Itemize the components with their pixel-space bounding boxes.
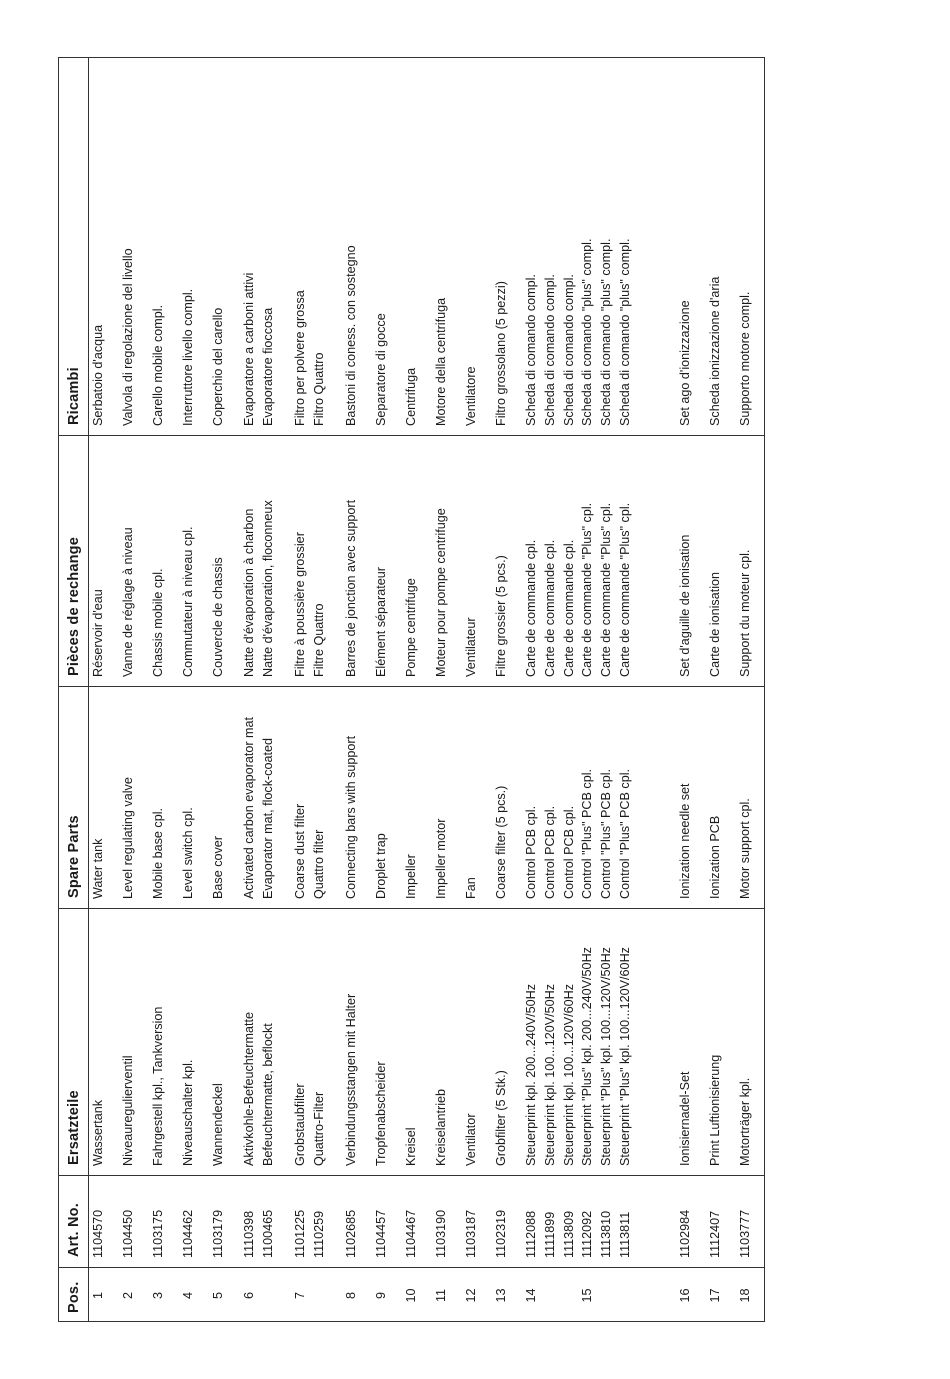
cell-line: Ventilateur (464, 617, 478, 677)
cell-line: Motor support cpl. (738, 798, 752, 899)
ricambi-cell (522, 58, 579, 435)
art-no-cell (432, 1176, 451, 1267)
pieces-cell (578, 436, 635, 686)
cell-line: Control PCB cpl. (543, 805, 557, 899)
cell-line: 6 (242, 1292, 256, 1300)
ersatzteile-cell (578, 909, 635, 1175)
cell-line: Motore della centrifuga (434, 297, 448, 426)
ricambi-cell (372, 58, 391, 435)
spare-parts-cell (89, 687, 108, 908)
cell-line: Coarse dust filter (293, 803, 307, 899)
pieces-cell (119, 436, 138, 686)
ersatzteile-cell (291, 909, 329, 1175)
pos-cell (179, 1268, 198, 1322)
cell-line: 1104467 (404, 1209, 418, 1258)
pieces-cell (89, 436, 108, 686)
art-no-cell (342, 1176, 361, 1267)
cell-line: Moteur pour pompe centrifuge (434, 508, 448, 677)
cell-line: Carte de ionisation (708, 571, 722, 677)
cell-line: 1103179 (211, 1209, 225, 1258)
art-no-cell (578, 1176, 635, 1267)
pos-cell (462, 1268, 481, 1322)
cell-line: 1112407 (708, 1210, 722, 1258)
spare-parts-header: Spare Parts (59, 687, 89, 908)
cell-line: Evaporatore a carboni attivi (242, 272, 256, 426)
cell-line: 1113809 (562, 1210, 576, 1258)
cell-line: 13 (494, 1288, 508, 1303)
cell-line: Carello mobile compl. (151, 304, 165, 426)
pieces-cell (462, 436, 481, 686)
cell-line: Ionization PCB (708, 815, 722, 899)
cell-line: Activated carbon evaporator mat (242, 716, 256, 899)
ricambi-cell (492, 58, 511, 435)
cell-line: 1104450 (121, 1209, 135, 1258)
spare-parts-cell (522, 687, 579, 908)
cell-line: Natte d'évaporation à charbon (242, 508, 256, 677)
cell-line: 1102685 (344, 1209, 358, 1258)
cell-line: Grobstaubfilter (293, 1083, 307, 1166)
ricambi-cell (462, 58, 481, 435)
cell-line: Wannendeckel (211, 1083, 225, 1166)
cell-line: Niveauregulierventil (121, 1055, 135, 1166)
cell-line: 1111899 (543, 1211, 557, 1258)
art-no-cell (240, 1176, 278, 1267)
cell-line: Steuerprint "Plus" kpl. 200...240V/50Hz (580, 947, 594, 1166)
cell-line: 12 (464, 1288, 478, 1303)
ersatzteile-cell (462, 909, 481, 1175)
cell-line: 1110398 (242, 1210, 256, 1258)
spare-parts-cell (402, 687, 421, 908)
pieces-header: Pièces de rechange (59, 436, 89, 686)
cell-line: Barres de jonction avec support (344, 499, 358, 677)
ricambi-column (59, 58, 765, 435)
pos-cell (149, 1268, 168, 1322)
spare-parts-cell (372, 687, 391, 908)
ricambi-cell (240, 58, 278, 435)
pieces-cell (291, 436, 329, 686)
cell-line: Carte de commande cpl. (562, 539, 576, 677)
ricambi-cell (119, 58, 138, 435)
cell-line: Set d'aguille de ionisation (678, 534, 692, 677)
cell-line: Filtro per polvere grossa (293, 290, 307, 426)
cell-line: 1112092 (580, 1210, 594, 1258)
cell-line: Quattro filter (312, 829, 326, 899)
spare-parts-cell (119, 687, 138, 908)
ersatzteile-cell (240, 909, 278, 1175)
cell-line: Scheda di comando "plus" compl. (618, 238, 632, 426)
pos-cell (676, 1268, 695, 1322)
spare-parts-cell (209, 687, 228, 908)
cell-line: 1104457 (374, 1209, 388, 1258)
cell-line: Connecting bars with support (344, 735, 358, 899)
cell-line: 15 (580, 1288, 594, 1303)
pieces-cell (149, 436, 168, 686)
cell-line: Carte de commande "Plus" cpl. (618, 502, 632, 677)
ricambi-cell (179, 58, 198, 435)
pieces-cell (522, 436, 579, 686)
cell-line: 5 (211, 1292, 225, 1300)
cell-line: Ventilatore (464, 366, 478, 426)
cell-line: Control PCB cpl. (524, 805, 538, 899)
cell-line: Chassis mobile cpl. (151, 568, 165, 677)
art-no-cell (291, 1176, 329, 1267)
pieces-cell (402, 436, 421, 686)
art-no-cell (209, 1176, 228, 1267)
cell-line: Control "Plus" PCB cpl. (580, 768, 594, 899)
cell-line: Commutateur à niveau cpl. (181, 526, 195, 677)
cell-line: Scheda di comando compl. (524, 274, 538, 426)
ricambi-cell (89, 58, 108, 435)
pos-cell (89, 1268, 108, 1322)
spare-parts-cell (240, 687, 278, 908)
ersatzteile-cell (676, 909, 695, 1175)
cell-line: Vanne de réglage à niveau (121, 527, 135, 677)
cell-line: Verbindungsstangen mit Halter (344, 993, 358, 1166)
cell-line: Evaporatore fioccosa (261, 307, 275, 426)
cell-line: 18 (738, 1288, 752, 1303)
cell-line: Bastoni di coness. con sostegno (344, 245, 358, 426)
cell-line: Separatore di gocce (374, 313, 388, 426)
cell-line: Base cover (211, 836, 225, 899)
art-no-header: Art. No. (59, 1176, 89, 1267)
spare-parts-cell (179, 687, 198, 908)
ersatzteile-cell (706, 909, 725, 1175)
ersatzteile-cell (209, 909, 228, 1175)
pos-cell (119, 1268, 138, 1322)
ersatzteile-cell (432, 909, 451, 1175)
art-no-cell (462, 1176, 481, 1267)
cell-line: Impeller motor (434, 818, 448, 899)
ricambi-cell (676, 58, 695, 435)
art-no-cell (676, 1176, 695, 1267)
cell-line: Scheda di comando compl. (562, 274, 576, 426)
cell-line: Natte d'évaporation, floconneux (261, 500, 275, 677)
spare-parts-cell (492, 687, 511, 908)
pos-cell (402, 1268, 421, 1322)
pieces-cell (736, 436, 755, 686)
cell-line: Coarse filter (5 pcs.) (494, 785, 508, 899)
cell-line: 1100465 (261, 1209, 275, 1258)
cell-line: 14 (524, 1288, 538, 1303)
ersatzteile-header: Ersatzteile (59, 909, 89, 1175)
pos-cell (492, 1268, 511, 1322)
ersatzteile-cell (372, 909, 391, 1175)
cell-line: 1 (91, 1292, 105, 1300)
cell-line: Water tank (91, 838, 105, 899)
pos-cell (432, 1268, 451, 1322)
cell-line: Steuerprint "Plus" kpl. 100...120V/50Hz (599, 947, 613, 1166)
ersatzteile-cell (522, 909, 579, 1175)
cell-line: Scheda di comando "plus" compl. (580, 238, 594, 426)
ricambi-cell (402, 58, 421, 435)
cell-line: Evaporator mat, flock-coated (261, 738, 275, 899)
cell-line: 1102319 (494, 1209, 508, 1258)
spare-parts-cell (342, 687, 361, 908)
ricambi-cell (736, 58, 755, 435)
spare-parts-cell (149, 687, 168, 908)
pieces-cell (432, 436, 451, 686)
pieces-cell (342, 436, 361, 686)
spare-parts-cell (578, 687, 635, 908)
cell-line: Réservoir d'eau (91, 589, 105, 677)
pos-cell (736, 1268, 755, 1322)
spare-parts-cell (462, 687, 481, 908)
cell-line: 1103777 (738, 1209, 752, 1258)
cell-line: Interruttore livello compl. (181, 288, 195, 426)
art-no-cell (89, 1176, 108, 1267)
pos-cell (522, 1268, 541, 1322)
cell-line: Impeller (404, 854, 418, 899)
cell-line: Grobfilter (5 Stk.) (494, 1070, 508, 1166)
cell-line: Carte de commande "Plus" cpl. (580, 502, 594, 677)
cell-line: Wassertank (91, 1099, 105, 1166)
cell-line: Filtre Quattro (312, 603, 326, 677)
pieces-cell (209, 436, 228, 686)
cell-line: 1113811 (618, 1211, 632, 1258)
cell-line: 11 (434, 1288, 448, 1303)
art-no-column (59, 1175, 765, 1267)
cell-line: Valvola di regolazione del livello (121, 248, 135, 426)
cell-line: Fahrgestell kpl., Tankversion (151, 1006, 165, 1166)
art-no-cell (736, 1176, 755, 1267)
ricambi-cell (209, 58, 228, 435)
cell-line: Level regulating valve (121, 777, 135, 899)
ricambi-header: Ricambi (59, 58, 89, 435)
cell-line: Mobile base cpl. (151, 807, 165, 899)
cell-line: 10 (404, 1288, 418, 1303)
cell-line: Filtro grossolano (5 pezzi) (494, 281, 508, 426)
pieces-cell (676, 436, 695, 686)
cell-line: Control PCB cpl. (562, 805, 576, 899)
cell-line: Motorträger kpl. (738, 1077, 752, 1166)
cell-line: Scheda ionizzazione d'aria (708, 276, 722, 426)
cell-line: Supporto motore compl. (738, 291, 752, 426)
ricambi-cell (706, 58, 725, 435)
cell-line: Scheda di comando compl. (543, 274, 557, 426)
ersatzteile-cell (492, 909, 511, 1175)
spare-parts-cell (706, 687, 725, 908)
cell-line: Ionization needle set (678, 783, 692, 899)
art-no-cell (706, 1176, 725, 1267)
cell-line: Print Luftionisierung (708, 1054, 722, 1166)
art-no-cell (149, 1176, 168, 1267)
cell-line: Tropfenabscheider (374, 1061, 388, 1166)
art-no-cell (119, 1176, 138, 1267)
ersatzteile-cell (402, 909, 421, 1175)
pos-cell (240, 1268, 259, 1322)
ersatzteile-cell (119, 909, 138, 1175)
art-no-cell (372, 1176, 391, 1267)
cell-line: Ionisiernadel-Set (678, 1071, 692, 1166)
cell-line: Kreisel (404, 1127, 418, 1166)
pieces-cell (706, 436, 725, 686)
cell-line: Befeuchtermatte, beflockt (261, 1023, 275, 1166)
spare-parts-column (59, 686, 765, 908)
cell-line: Filtre à poussière grossier (293, 532, 307, 677)
pos-cell (209, 1268, 228, 1322)
cell-line: 7 (293, 1292, 307, 1300)
cell-line: 8 (344, 1292, 358, 1300)
cell-line: Steuerprint kpl. 200...240V/50Hz (524, 983, 538, 1166)
cell-line: 1103175 (151, 1209, 165, 1258)
cell-line: Ventilator (464, 1113, 478, 1166)
cell-line: Carte de commande cpl. (543, 539, 557, 677)
cell-line: 1110259 (312, 1210, 326, 1258)
ersatzteile-cell (89, 909, 108, 1175)
art-no-cell (492, 1176, 511, 1267)
cell-line: Coperchio del carello (211, 307, 225, 426)
ricambi-cell (149, 58, 168, 435)
pos-cell (372, 1268, 391, 1322)
cell-line: Steuerprint kpl. 100...120V/60Hz (562, 983, 576, 1166)
cell-line: Level switch cpl. (181, 807, 195, 899)
cell-line: Steuerprint kpl. 100...120V/50Hz (543, 983, 557, 1166)
spare-parts-table-frame (58, 57, 765, 1322)
pos-cell (291, 1268, 310, 1322)
art-no-cell (402, 1176, 421, 1267)
pos-header: Pos. (59, 1268, 89, 1322)
cell-line: 1104462 (181, 1209, 195, 1258)
pos-cell (342, 1268, 361, 1322)
spare-parts-cell (736, 687, 755, 908)
ersatzteile-cell (179, 909, 198, 1175)
pieces-cell (240, 436, 278, 686)
ricambi-cell (578, 58, 635, 435)
cell-line: Droplet trap (374, 833, 388, 899)
ersatzteile-cell (149, 909, 168, 1175)
ersatzteile-column (59, 908, 765, 1175)
cell-line: 1103190 (434, 1209, 448, 1258)
cell-line: Fan (464, 877, 478, 899)
cell-line: 9 (374, 1292, 388, 1300)
cell-line: 1102984 (678, 1209, 692, 1258)
cell-line: Scheda di comando "plus" compl. (599, 238, 613, 426)
ersatzteile-cell (736, 909, 755, 1175)
ricambi-cell (342, 58, 361, 435)
pos-column (59, 1267, 765, 1322)
cell-line: Set ago d'ionizzazione (678, 300, 692, 426)
cell-line: 16 (678, 1288, 692, 1303)
cell-line: 1101225 (293, 1209, 307, 1258)
art-no-cell (179, 1176, 198, 1267)
art-no-cell (522, 1176, 579, 1267)
cell-line: Elément séparateur (374, 567, 388, 677)
cell-line: Niveauschalter kpl. (181, 1059, 195, 1166)
cell-line: Filtre grossier (5 pcs.) (494, 555, 508, 677)
cell-line: Aktivkohle-Befeuchtermatte (242, 1012, 256, 1166)
cell-line: 3 (151, 1292, 165, 1300)
pos-cell (578, 1268, 597, 1322)
cell-line: Control "Plus" PCB cpl. (618, 768, 632, 899)
cell-line: Carte de commande "Plus" cpl. (599, 502, 613, 677)
cell-line: Control "Plus" PCB cpl. (599, 768, 613, 899)
cell-line: Steuerprint "Plus" kpl. 100...120V/60Hz (618, 947, 632, 1166)
pieces-cell (372, 436, 391, 686)
spare-parts-cell (432, 687, 451, 908)
cell-line: 17 (708, 1288, 722, 1303)
cell-line: 1113810 (599, 1210, 613, 1258)
ersatzteile-cell (342, 909, 361, 1175)
cell-line: Support du moteur cpl. (738, 549, 752, 677)
pieces-column (59, 435, 765, 686)
spare-parts-cell (676, 687, 695, 908)
ricambi-cell (432, 58, 451, 435)
cell-line: Serbatoio d'acqua (91, 324, 105, 426)
cell-line: Filtro Quattro (312, 352, 326, 426)
cell-line: 1104570 (91, 1209, 105, 1258)
cell-line: Kreiselantrieb (434, 1088, 448, 1166)
pieces-cell (179, 436, 198, 686)
cell-line: Pompe centrifuge (404, 578, 418, 677)
cell-line: Centrifuga (404, 367, 418, 426)
pieces-cell (492, 436, 511, 686)
cell-line: 2 (121, 1292, 135, 1300)
cell-line: 1112088 (524, 1210, 538, 1258)
cell-line: Carte de commande cpl. (524, 539, 538, 677)
spare-parts-table (59, 58, 765, 1322)
cell-line: 1103187 (464, 1209, 478, 1258)
cell-line: Couvercle de chassis (211, 557, 225, 677)
cell-line: Quattro-Filter (312, 1091, 326, 1166)
spare-parts-cell (291, 687, 329, 908)
pos-cell (706, 1268, 725, 1322)
ricambi-cell (291, 58, 329, 435)
cell-line: 4 (181, 1292, 195, 1300)
